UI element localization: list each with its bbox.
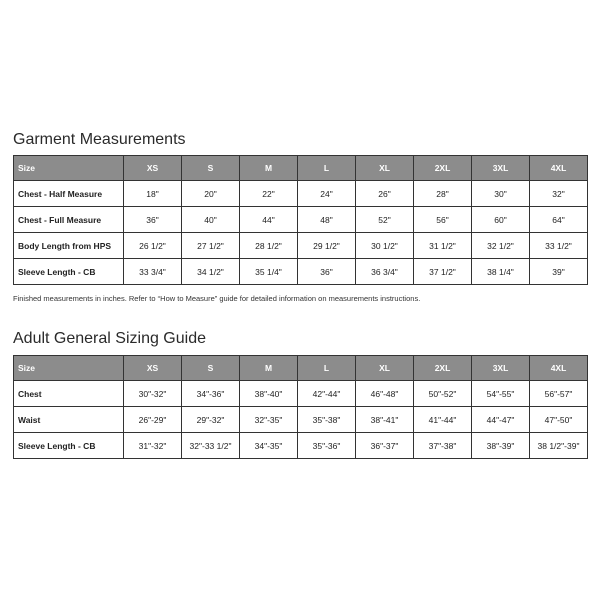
table-cell: 33 1/2"	[530, 233, 588, 259]
table-cell: 56"	[414, 207, 472, 233]
table-cell: 44"-47"	[472, 407, 530, 433]
size-header-3xl: 3XL	[472, 356, 530, 381]
table-cell: 35"-36"	[298, 433, 356, 459]
size-header-3xl: 3XL	[472, 156, 530, 181]
table-cell: 38"-39"	[472, 433, 530, 459]
size-header-xl: XL	[356, 156, 414, 181]
size-header-2xl: 2XL	[414, 356, 472, 381]
table-cell: 18"	[124, 181, 182, 207]
table-row	[14, 207, 588, 233]
row-label: Chest - Full Measure	[14, 207, 124, 233]
adult-sizing-guide-table	[13, 355, 588, 459]
table-cell: 27 1/2"	[182, 233, 240, 259]
table-cell: 35"-38"	[298, 407, 356, 433]
table-cell: 60"	[472, 207, 530, 233]
table-header-row	[14, 156, 588, 181]
table-row	[14, 433, 588, 459]
size-header-m: M	[240, 156, 298, 181]
size-header-xs: XS	[124, 156, 182, 181]
table-cell: 36"	[124, 207, 182, 233]
table-cell: 38"-41"	[356, 407, 414, 433]
table-cell: 30"	[472, 181, 530, 207]
table-cell: 40"	[182, 207, 240, 233]
row-label: Chest - Half Measure	[14, 181, 124, 207]
table-cell: 46"-48"	[356, 381, 414, 407]
table-cell: 31"-32"	[124, 433, 182, 459]
row-label: Waist	[14, 407, 124, 433]
table-header-row	[14, 356, 588, 381]
table-row	[14, 181, 588, 207]
table-cell: 50"-52"	[414, 381, 472, 407]
size-header-l: L	[298, 156, 356, 181]
table-row	[14, 381, 588, 407]
table-cell: 32"	[530, 181, 588, 207]
table-cell: 34 1/2"	[182, 259, 240, 285]
table-cell: 37 1/2"	[414, 259, 472, 285]
table-cell: 32 1/2"	[472, 233, 530, 259]
table-cell: 28"	[414, 181, 472, 207]
table-cell: 26 1/2"	[124, 233, 182, 259]
table-cell: 41"-44"	[414, 407, 472, 433]
adult-sizing-guide-title: Adult General Sizing Guide	[13, 330, 206, 347]
table-cell: 24"	[298, 181, 356, 207]
table-row	[14, 233, 588, 259]
table-cell: 26"	[356, 181, 414, 207]
table-cell: 52"	[356, 207, 414, 233]
table-cell: 29"-32"	[182, 407, 240, 433]
table-cell: 42"-44"	[298, 381, 356, 407]
table-cell: 44"	[240, 207, 298, 233]
size-header-s: S	[182, 356, 240, 381]
table-cell: 22"	[240, 181, 298, 207]
table-cell: 39"	[530, 259, 588, 285]
table-cell: 26"-29"	[124, 407, 182, 433]
table-cell: 38"-40"	[240, 381, 298, 407]
table-cell: 35 1/4"	[240, 259, 298, 285]
garment-measurements-title: Garment Measurements	[13, 131, 186, 148]
table-cell: 56"-57"	[530, 381, 588, 407]
table-cell: 38 1/2"-39"	[530, 433, 588, 459]
size-header-label: Size	[14, 356, 124, 381]
size-header-m: M	[240, 356, 298, 381]
table-cell: 30"-32"	[124, 381, 182, 407]
table-cell: 34"-35"	[240, 433, 298, 459]
row-label: Body Length from HPS	[14, 233, 124, 259]
table-cell: 32"-35"	[240, 407, 298, 433]
row-label: Sleeve Length - CB	[14, 259, 124, 285]
size-header-xl: XL	[356, 356, 414, 381]
table-cell: 36 3/4"	[356, 259, 414, 285]
row-label: Sleeve Length - CB	[14, 433, 124, 459]
row-label: Chest	[14, 381, 124, 407]
table-cell: 36"-37"	[356, 433, 414, 459]
size-header-l: L	[298, 356, 356, 381]
table-row	[14, 407, 588, 433]
table-cell: 30 1/2"	[356, 233, 414, 259]
table-cell: 37"-38"	[414, 433, 472, 459]
table-cell: 48"	[298, 207, 356, 233]
table-cell: 47"-50"	[530, 407, 588, 433]
table-cell: 34"-36"	[182, 381, 240, 407]
table-cell: 32"-33 1/2"	[182, 433, 240, 459]
size-header-xs: XS	[124, 356, 182, 381]
table-row	[14, 259, 588, 285]
table-cell: 33 3/4"	[124, 259, 182, 285]
measurement-note: Finished measurements in inches. Refer to “How to Measure” guide for detailed information on measurements instructions.	[13, 294, 421, 303]
table-cell: 20"	[182, 181, 240, 207]
garment-measurements-table	[13, 155, 588, 285]
size-header-s: S	[182, 156, 240, 181]
table-cell: 29 1/2"	[298, 233, 356, 259]
table-cell: 64"	[530, 207, 588, 233]
size-header-label: Size	[14, 156, 124, 181]
table-cell: 36"	[298, 259, 356, 285]
table-cell: 31 1/2"	[414, 233, 472, 259]
table-cell: 38 1/4"	[472, 259, 530, 285]
size-header-4xl: 4XL	[530, 356, 588, 381]
table-cell: 28 1/2"	[240, 233, 298, 259]
size-header-2xl: 2XL	[414, 156, 472, 181]
table-cell: 54"-55"	[472, 381, 530, 407]
size-header-4xl: 4XL	[530, 156, 588, 181]
